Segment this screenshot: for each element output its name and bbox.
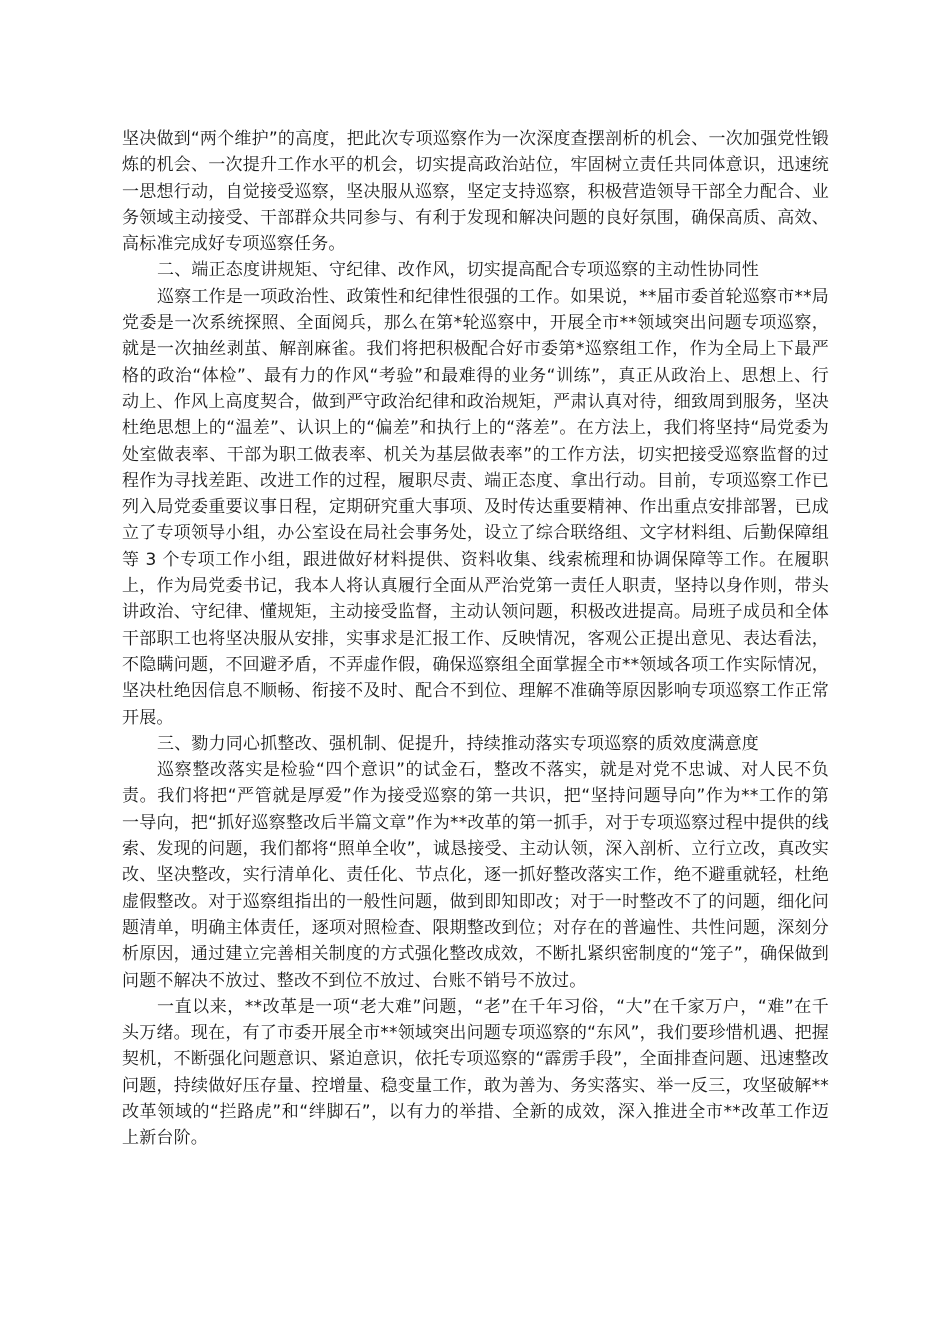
paragraph-intro-continuation: 坚决做到“两个维护”的高度，把此次专项巡察作为一次深度查摆剖析的机会、一次加强党性锻炼的机会、一次提升工作水平的机会，切实提高政治站位，牢固树立责任共同体意识，迅速统一思想行动，自觉接受巡察，坚决服从巡察，坚定支持巡察，积极营造领导干部全力配合、业务领域主动接受、干部群众共同参与、有利于发现和解决问题的良好氛围，确保高质、高效、高标准完成好专项巡察任务。 <box>122 129 829 255</box>
paragraph-section-two: 巡察工作是一项政治性、政策性和纪律性很强的工作。如果说，**届市委首轮巡察市**局党委是一次系统探照、全面阅兵，那么在第*轮巡察中，开展全市**领域突出问题专项巡察，就是一次抽丝剥茧、解剖麻雀。我们将把积极配合好市委第*巡察组工作，作为全局上下最严格的政治“体检”、最有力的作风“考验”和最难得的业务“训练”，真正从政治上、思想上、行动上、作风上高度契合，做到严守政治纪律和政治规矩，严肃认真对待，细致周到服务，坚决杜绝思想上的“温差”、认识上的“偏差”和执行上的“落差”。在方法上，我们将坚持“局党委为处室做表率、干部为职工做表率、机关为基层做表率”的工作方法，切实把接受巡察监督的过程作为寻找差距、改进工作的过程，履职尽责、端正态度、拿出行动。目前，专项巡察工作已列入局党委重要议事日程，定期研究重大事项、及时传达重要精神、作出重点安排部署，已成立了专项领导小组，办公室设在局社会事务处，设立了综合联络组、文字材料组、后勤保障组等 3 个专项工作小组，跟进做好材料提供、资料收集、线索梳理和协调保障等工作。在履职上，作为局党委书记，我本人将认真履行全面从严治党第一责任人职责，坚持以身作则，带头讲政治、守纪律、懂规矩，主动接受监督，主动认领问题，积极改进提高。局班子成员和全体干部职工也将坚决服从安排，实事求是汇报工作、反映情况，客观公正提出意见、表达看法，不隐瞒问题，不回避矛盾，不弄虚作假，确保巡察组全面掌握全市**领域各项工作实际情况，坚决杜绝因信息不顺畅、衔接不及时、配合不到位、理解不准确等原因影响专项巡察工作正常开展。 <box>122 286 829 728</box>
paragraph-section-three: 巡察整改落实是检验“四个意识”的试金石，整改不落实，就是对党不忠诚、对人民不负责。我们将把“严管就是厚爱”作为接受巡察的第一共识，把“坚持问题导向”作为**工作的第一导向，把“抓好巡察整改后半篇文章”作为**改革的第一抓手，对于专项巡察过程中提供的线索、发现的问题，我们都将“照单全收”，诚恳接受、主动认领，深入剖析、立行立改，真改实改、坚决整改，实行清单化、责任化、节点化，逐一抓好整改落实工作，绝不避重就轻，杜绝虚假整改。对于巡察组指出的一般性问题，做到即知即改；对于一时整改不了的问题，细化问题清单，明确主体责任，逐项对照检查、限期整改到位；对存在的普遍性、共性问题，深刻分析原因，通过建立完善相关制度的方式强化整改成效，不断扎紧织密制度的“笼子”，确保做到问题不解决不放过、整改不到位不放过、台账不销号不放过。 <box>122 760 829 991</box>
paragraph-conclusion: 一直以来，**改革是一项“老大难”问题，“老”在千年习俗，“大”在千家万户，“难”在千头万绪。现在，有了市委开展全市**领域突出问题专项巡察的“东风”，我们要珍惜机遇、把握契机，不断强化问题意识、紧迫意识，依托专项巡察的“霹雳手段”，全面排查问题、迅速整改问题，持续做好压存量、控增量、稳变量工作，敢为善为、务实落实、举一反三，攻坚破解**改革领域的“拦路虎”和“绊脚石”，以有力的举措、全新的成效，深入推进全市**改革工作迈上新台阶。 <box>122 996 829 1149</box>
section-heading-three: 三、勠力同心抓整改、强机制、促提升，持续推动落实专项巡察的质效度满意度 <box>157 733 759 754</box>
document-body <box>122 126 829 1152</box>
section-heading-two: 二、端正态度讲规矩、守纪律、改作风，切实提高配合专项巡察的主动性协同性 <box>157 260 759 281</box>
